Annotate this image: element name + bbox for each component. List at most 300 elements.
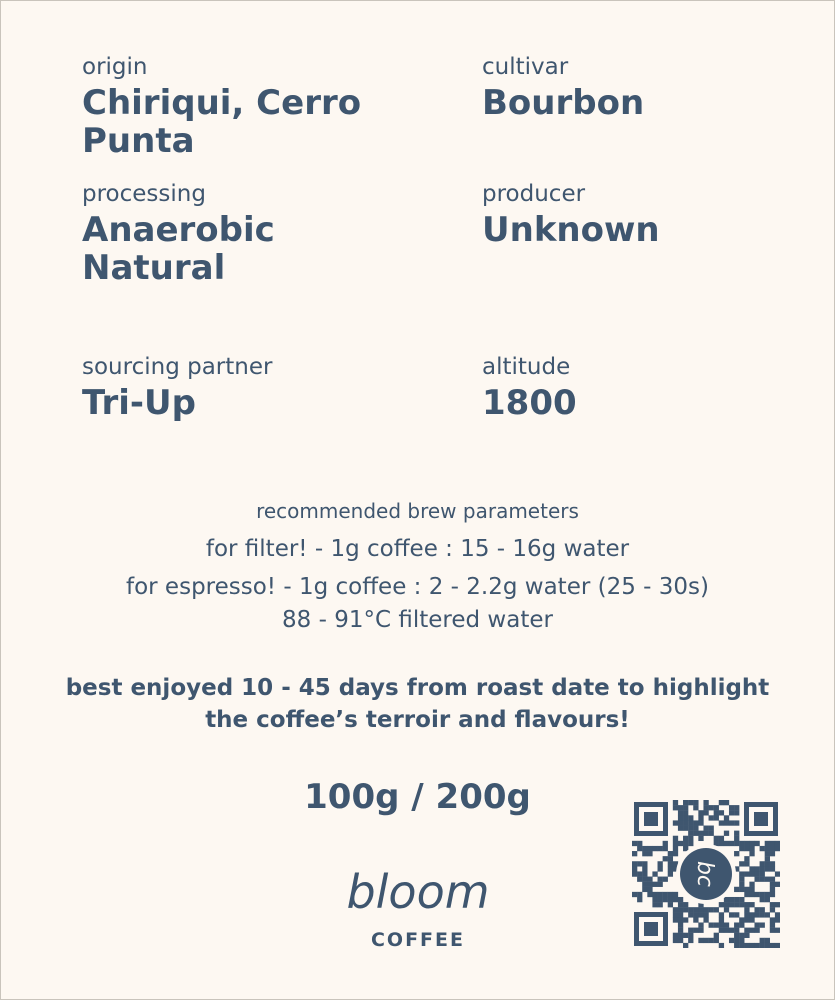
- bloom-coffee-logo: [318, 858, 518, 954]
- qr-module: [703, 907, 708, 912]
- qr-module: [678, 928, 683, 933]
- qr-module: [719, 943, 724, 948]
- qr-module: [673, 897, 678, 902]
- qr-module: [658, 897, 663, 902]
- qr-module: [673, 805, 678, 810]
- qr-module: [744, 861, 749, 866]
- qr-module: [652, 846, 657, 851]
- qr-module: [724, 907, 729, 912]
- brew-filter: for filter! - 1g coffee : 15 - 16g water: [205, 536, 630, 562]
- qr-module: [683, 815, 688, 820]
- qr-module: [658, 892, 663, 897]
- qr-module: [642, 887, 647, 892]
- qr-module: [647, 887, 652, 892]
- qr-module: [739, 841, 744, 846]
- qr-module: [765, 892, 770, 897]
- origin-value-line1: Chiriqui, Cerro: [82, 83, 362, 123]
- qr-module: [724, 897, 729, 902]
- qr-module: [632, 892, 637, 897]
- qr-module: [663, 841, 668, 846]
- qr-module: [673, 938, 678, 943]
- qr-module: [770, 907, 775, 912]
- qr-module: [744, 841, 749, 846]
- qr-module: [688, 836, 693, 841]
- origin-label: origin: [82, 54, 148, 80]
- qr-module: [724, 928, 729, 933]
- qr-module: [760, 912, 765, 917]
- qr-module: [770, 846, 775, 851]
- qr-module: [724, 831, 729, 836]
- qr-module: [729, 897, 734, 902]
- qr-module: [734, 912, 739, 917]
- qr-module: [709, 826, 714, 831]
- qr-module: [744, 912, 749, 917]
- qr-module: [739, 922, 744, 927]
- qr-module: [683, 943, 688, 948]
- origin-field: [82, 54, 402, 160]
- qr-module: [760, 861, 765, 866]
- qr-module: [698, 907, 703, 912]
- qr-module: [770, 861, 775, 866]
- qr-module: [729, 810, 734, 815]
- qr-module: [668, 871, 673, 876]
- qr-module: [739, 877, 744, 882]
- qr-module: [775, 928, 780, 933]
- qr-module: [775, 912, 780, 917]
- qr-module: [703, 912, 708, 917]
- qr-module: [729, 938, 734, 943]
- qr-module: [760, 877, 765, 882]
- qr-module: [749, 882, 754, 887]
- qr-module: [637, 897, 642, 902]
- qr-module: [668, 892, 673, 897]
- qr-module: [683, 907, 688, 912]
- qr-module: [652, 882, 657, 887]
- qr-module: [658, 902, 663, 907]
- qr-module: [734, 897, 739, 902]
- qr-module: [775, 846, 780, 851]
- qr-module: [754, 943, 759, 948]
- qr-module: [683, 805, 688, 810]
- qr-module: [765, 851, 770, 856]
- qr-module: [714, 922, 719, 927]
- qr-module: [709, 815, 714, 820]
- qr-module: [673, 912, 678, 917]
- qr-module: [744, 856, 749, 861]
- qr-module: [673, 892, 678, 897]
- qr-module: [739, 861, 744, 866]
- qr-module: [673, 841, 678, 846]
- best-enjoyed-note: [0, 672, 835, 736]
- brand-sub: COFFEE: [370, 929, 466, 951]
- qr-module: [714, 907, 719, 912]
- qr-module: [775, 871, 780, 876]
- qr-module: [632, 851, 637, 856]
- qr-module: [658, 861, 663, 866]
- qr-module: [754, 866, 759, 871]
- qr-module: [673, 907, 678, 912]
- qr-module: [668, 861, 673, 866]
- qr-module: [734, 887, 739, 892]
- qr-module: [647, 846, 652, 851]
- qr-module: [744, 871, 749, 876]
- qr-module: [688, 933, 693, 938]
- qr-module: [744, 943, 749, 948]
- qr-module: [688, 928, 693, 933]
- qr-module: [729, 805, 734, 810]
- qr-module: [739, 933, 744, 938]
- qr-module: [683, 933, 688, 938]
- qr-module: [719, 928, 724, 933]
- qr-module: [678, 820, 683, 825]
- qr-module: [652, 871, 657, 876]
- qr-module: [663, 856, 668, 861]
- qr-module: [693, 826, 698, 831]
- qr-module: [775, 917, 780, 922]
- qr-module: [698, 831, 703, 836]
- qr-module: [729, 902, 734, 907]
- producer-value: Unknown: [482, 210, 660, 250]
- qr-module: [734, 836, 739, 841]
- qr-module: [642, 846, 647, 851]
- qr-module: [749, 917, 754, 922]
- qr-module: [749, 892, 754, 897]
- qr-module: [739, 887, 744, 892]
- qr-module: [749, 912, 754, 917]
- qr-module: [637, 877, 642, 882]
- qr-module: [714, 938, 719, 943]
- qr-module: [693, 928, 698, 933]
- qr-module: [693, 800, 698, 805]
- qr-module: [714, 810, 719, 815]
- qr-module: [663, 892, 668, 897]
- qr-module: [775, 882, 780, 887]
- qr-module: [703, 826, 708, 831]
- qr-module: [688, 841, 693, 846]
- qr-module: [754, 892, 759, 897]
- qr-module: [703, 805, 708, 810]
- qr-module: [673, 933, 678, 938]
- qr-module: [703, 917, 708, 922]
- qr-module: [770, 887, 775, 892]
- qr-module: [632, 871, 637, 876]
- qr-module: [719, 841, 724, 846]
- processing-label: processing: [82, 181, 206, 207]
- qr-finder-top-right: [744, 802, 778, 836]
- qr-module: [673, 820, 678, 825]
- qr-module: [703, 831, 708, 836]
- qr-module: [744, 907, 749, 912]
- altitude-value: 1800: [482, 383, 577, 423]
- qr-module: [673, 851, 678, 856]
- qr-module: [709, 831, 714, 836]
- qr-module: [693, 907, 698, 912]
- qr-module: [632, 841, 637, 846]
- qr-module: [678, 938, 683, 943]
- qr-module: [770, 851, 775, 856]
- qr-module: [734, 810, 739, 815]
- qr-module: [739, 902, 744, 907]
- qr-module: [734, 805, 739, 810]
- qr-module: [637, 861, 642, 866]
- qr-module: [688, 831, 693, 836]
- qr-module: [642, 882, 647, 887]
- qr-module: [754, 922, 759, 927]
- qr-module: [739, 882, 744, 887]
- qr-module: [749, 866, 754, 871]
- cultivar-field: [482, 54, 802, 122]
- brew-temperature: 88 - 91°C filtered water: [282, 607, 553, 633]
- qr-module: [770, 943, 775, 948]
- qr-module: [714, 815, 719, 820]
- qr-module: [673, 836, 678, 841]
- qr-module: [760, 943, 765, 948]
- qr-module: [632, 866, 637, 871]
- qr-module: [770, 882, 775, 887]
- qr-module: [703, 800, 708, 805]
- qr-module: [658, 882, 663, 887]
- qr-module: [698, 928, 703, 933]
- qr-module: [683, 841, 688, 846]
- qr-module: [637, 871, 642, 876]
- qr-module: [775, 902, 780, 907]
- qr-module: [698, 815, 703, 820]
- qr-module: [765, 856, 770, 861]
- qr-module: [734, 943, 739, 948]
- altitude-label: altitude: [482, 354, 571, 380]
- qr-module: [693, 912, 698, 917]
- qr-finder-bottom-left: [634, 912, 668, 946]
- producer-label: producer: [482, 181, 586, 207]
- qr-module: [749, 943, 754, 948]
- sourcing-partner-label: sourcing partner: [82, 354, 273, 380]
- qr-module: [703, 810, 708, 815]
- qr-module: [739, 897, 744, 902]
- qr-module: [770, 928, 775, 933]
- qr-module: [678, 917, 683, 922]
- qr-finder-top-left: [634, 802, 668, 836]
- qr-module: [647, 882, 652, 887]
- origin-value-line2: Punta: [82, 121, 195, 161]
- qr-module: [754, 871, 759, 876]
- qr-module: [703, 938, 708, 943]
- qr-module: [765, 841, 770, 846]
- qr-module: [678, 826, 683, 831]
- qr-module: [749, 846, 754, 851]
- qr-module: [668, 902, 673, 907]
- qr-module: [760, 907, 765, 912]
- qr-module: [652, 902, 657, 907]
- qr-module: [642, 861, 647, 866]
- qr-module: [749, 841, 754, 846]
- qr-module: [729, 820, 734, 825]
- qr-module: [744, 846, 749, 851]
- qr-module: [739, 938, 744, 943]
- altitude-field: [482, 354, 802, 422]
- qr-module: [693, 805, 698, 810]
- qr-module: [668, 866, 673, 871]
- qr-module: [734, 922, 739, 927]
- qr-module: [688, 820, 693, 825]
- qr-module: [658, 877, 663, 882]
- qr-module: [770, 917, 775, 922]
- qr-module: [724, 902, 729, 907]
- qr-module: [734, 831, 739, 836]
- qr-module: [663, 877, 668, 882]
- qr-module: [734, 820, 739, 825]
- qr-module: [693, 917, 698, 922]
- producer-field: [482, 181, 802, 249]
- qr-module: [770, 892, 775, 897]
- qr-module: [729, 841, 734, 846]
- qr-module: [688, 907, 693, 912]
- qr-module: [749, 887, 754, 892]
- qr-module: [719, 836, 724, 841]
- qr-module: [765, 861, 770, 866]
- qr-module: [734, 902, 739, 907]
- qr-module: [688, 826, 693, 831]
- qr-module: [765, 938, 770, 943]
- qr-module: [739, 917, 744, 922]
- qr-module: [744, 928, 749, 933]
- qr-module: [770, 841, 775, 846]
- qr-module: [739, 871, 744, 876]
- qr-module: [658, 866, 663, 871]
- qr-module: [683, 836, 688, 841]
- qr-module: [709, 938, 714, 943]
- brew-espresso: for espresso! - 1g coffee : 2 - 2.2g water (25 - 30s): [126, 574, 709, 600]
- qr-module: [714, 805, 719, 810]
- qr-module: [714, 933, 719, 938]
- sourcing-partner-value: Tri-Up: [82, 383, 196, 423]
- processing-value-line2: Natural: [82, 248, 226, 288]
- qr-module: [683, 810, 688, 815]
- qr-module: [652, 892, 657, 897]
- qr-module: [754, 928, 759, 933]
- qr-module: [760, 846, 765, 851]
- package-weight: 100g / 200g: [304, 777, 531, 817]
- qr-module: [688, 912, 693, 917]
- qr-module: [765, 912, 770, 917]
- qr-module: [637, 841, 642, 846]
- qr-module: [647, 892, 652, 897]
- qr-module: [749, 928, 754, 933]
- qr-module: [749, 871, 754, 876]
- qr-module: [678, 841, 683, 846]
- qr-module: [729, 912, 734, 917]
- qr-module: [765, 877, 770, 882]
- qr-module: [714, 836, 719, 841]
- qr-module: [658, 846, 663, 851]
- qr-module: [698, 836, 703, 841]
- qr-module: [754, 912, 759, 917]
- qr-code[interactable]: [632, 800, 780, 948]
- qr-module: [734, 933, 739, 938]
- qr-module: [678, 810, 683, 815]
- qr-module: [775, 841, 780, 846]
- qr-module: [719, 902, 724, 907]
- qr-module: [760, 897, 765, 902]
- qr-module: [719, 810, 724, 815]
- qr-module: [642, 866, 647, 871]
- qr-module: [698, 922, 703, 927]
- qr-module: [765, 943, 770, 948]
- qr-module: [683, 826, 688, 831]
- best-enjoyed-line1: best enjoyed 10 - 45 days from roast date to highlight: [65, 675, 770, 701]
- qr-module: [765, 866, 770, 871]
- qr-module: [668, 851, 673, 856]
- qr-module: [688, 800, 693, 805]
- qr-module: [678, 933, 683, 938]
- qr-module: [647, 851, 652, 856]
- qr-module: [668, 856, 673, 861]
- qr-module: [709, 805, 714, 810]
- qr-module: [632, 861, 637, 866]
- qr-module: [724, 820, 729, 825]
- qr-module: [724, 922, 729, 927]
- qr-module: [647, 877, 652, 882]
- qr-module: [678, 897, 683, 902]
- qr-module: [652, 897, 657, 902]
- qr-module: [744, 933, 749, 938]
- qr-module: [698, 810, 703, 815]
- qr-module: [693, 831, 698, 836]
- qr-badge-text: bc: [692, 860, 717, 888]
- qr-module: [678, 902, 683, 907]
- qr-module: [678, 912, 683, 917]
- qr-module: [739, 943, 744, 948]
- qr-module: [734, 851, 739, 856]
- qr-module: [663, 897, 668, 902]
- qr-module: [673, 846, 678, 851]
- qr-module: [698, 912, 703, 917]
- qr-module: [734, 938, 739, 943]
- cultivar-value: Bourbon: [482, 83, 645, 123]
- qr-module: [683, 902, 688, 907]
- qr-module: [678, 815, 683, 820]
- qr-module: [724, 815, 729, 820]
- qr-module: [739, 846, 744, 851]
- qr-module: [637, 892, 642, 897]
- brand-name: bloom: [346, 865, 490, 919]
- qr-module: [709, 907, 714, 912]
- qr-module: [760, 938, 765, 943]
- best-enjoyed-line2: the coffee’s terroir and flavours!: [205, 707, 630, 733]
- qr-module: [749, 851, 754, 856]
- qr-module: [673, 917, 678, 922]
- qr-module: [765, 897, 770, 902]
- qr-module: [729, 928, 734, 933]
- qr-module: [683, 820, 688, 825]
- qr-module: [642, 871, 647, 876]
- qr-module: [673, 800, 678, 805]
- qr-module: [678, 907, 683, 912]
- qr-module: [637, 846, 642, 851]
- qr-module: [744, 887, 749, 892]
- qr-module: [719, 912, 724, 917]
- qr-module: [642, 851, 647, 856]
- qr-module: [754, 841, 759, 846]
- qr-module: [770, 902, 775, 907]
- qr-module: [734, 841, 739, 846]
- qr-module: [760, 866, 765, 871]
- qr-module: [734, 928, 739, 933]
- qr-module: [719, 917, 724, 922]
- qr-module: [698, 820, 703, 825]
- qr-module: [683, 800, 688, 805]
- qr-module: [770, 922, 775, 927]
- cultivar-label: cultivar: [482, 54, 569, 80]
